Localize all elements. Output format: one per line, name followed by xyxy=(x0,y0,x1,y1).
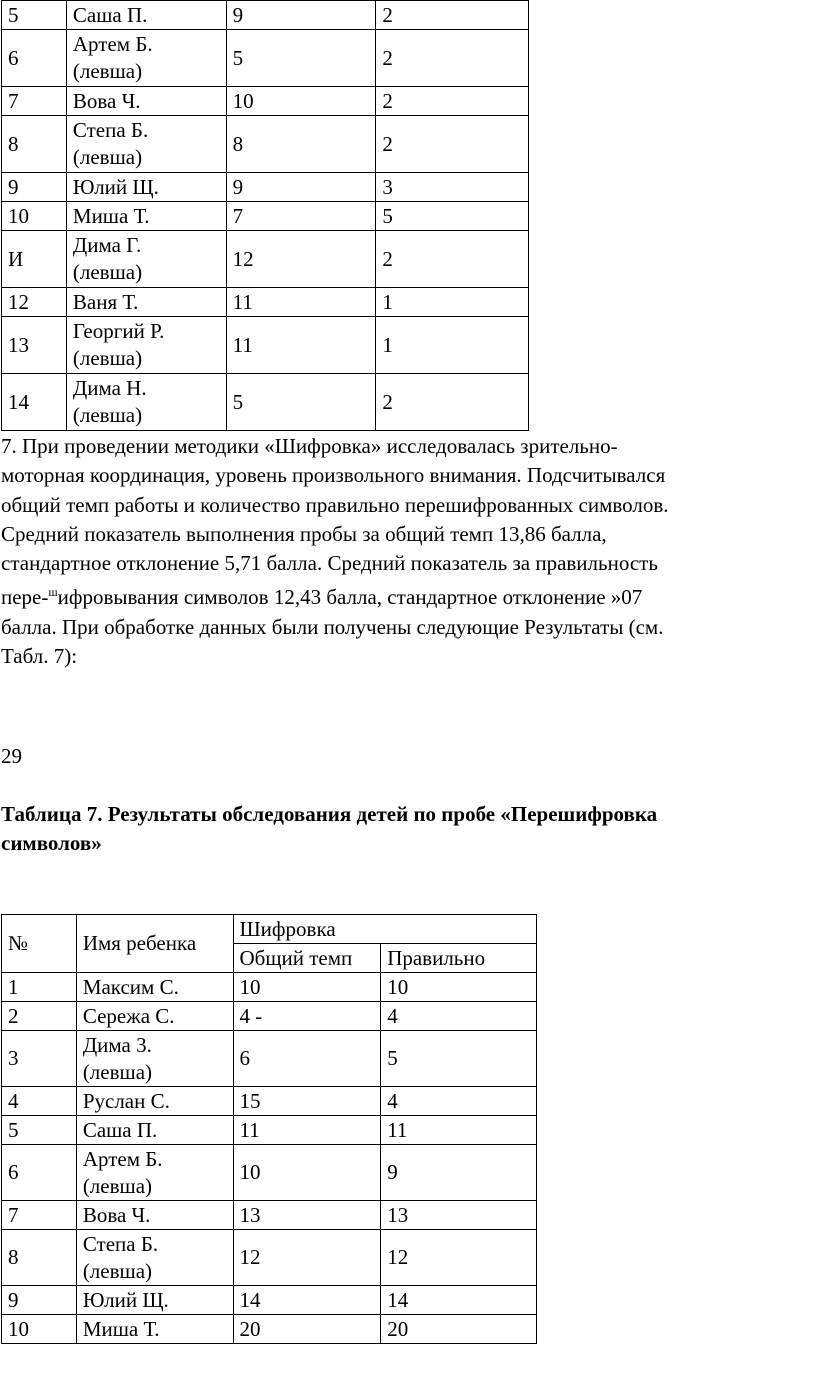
child-name-cell xyxy=(66,173,226,202)
table-row xyxy=(2,87,529,116)
child-name: Миша Т. xyxy=(72,203,150,228)
row-number-cell: 10 xyxy=(2,1315,77,1344)
caption-line: символов» xyxy=(1,831,102,855)
child-note: (левша) xyxy=(72,403,143,427)
child-name-cell xyxy=(76,1002,233,1031)
child-name-cell xyxy=(76,1230,233,1286)
score-b-cell: 2 xyxy=(376,30,529,87)
score-a-cell: 9 xyxy=(226,1,376,30)
row-number-cell: 7 xyxy=(2,87,67,116)
score-a-cell: 11 xyxy=(226,317,376,374)
row-number-cell: 3 xyxy=(2,1031,77,1087)
table-caption xyxy=(1,800,801,858)
child-note: (левша) xyxy=(72,260,143,284)
table-row xyxy=(2,202,529,231)
score-a-cell: 5 xyxy=(226,30,376,87)
paragraph-line: моторная координация, уровень произвольного внимания. Подсчитывался xyxy=(1,463,666,488)
paragraph-text: ифровывания символов 12,43 балла, стандартное отклонение »07 xyxy=(57,585,643,610)
row-number-cell: 2 xyxy=(2,1002,77,1031)
child-name-cell xyxy=(66,288,226,317)
paragraph-line: 7. При проведении методики «Шифровка» исследовалась зрительно- xyxy=(1,434,618,458)
child-name-cell xyxy=(66,1,226,30)
child-name-cell xyxy=(76,1031,233,1087)
table-row xyxy=(2,317,529,374)
score-b-cell: 5 xyxy=(376,202,529,231)
child-name-cell xyxy=(76,1201,233,1230)
score-b-cell: 11 xyxy=(381,1116,537,1145)
score-a-cell: 5 xyxy=(226,374,376,431)
row-number-cell: 6 xyxy=(2,30,67,87)
paragraph-line xyxy=(1,578,801,612)
score-a-cell: 12 xyxy=(233,1230,381,1286)
paragraph-line: Средний показатель выполнения пробы за общий темп 13,86 балла, xyxy=(1,521,607,546)
child-name-cell xyxy=(76,1145,233,1201)
row-number-cell: 6 xyxy=(2,1145,77,1201)
child-name-cell xyxy=(76,1087,233,1116)
child-name-cell xyxy=(66,317,226,374)
table-row xyxy=(2,1116,537,1145)
table-row xyxy=(2,30,529,87)
page-number: 29 xyxy=(1,744,22,768)
score-b-cell: 4 xyxy=(381,1087,537,1116)
row-number-cell: 9 xyxy=(2,173,67,202)
child-note: (левша) xyxy=(82,1258,153,1283)
child-name: Вова Ч. xyxy=(82,1202,151,1227)
row-number-cell: 8 xyxy=(2,116,67,173)
row-number-cell: 5 xyxy=(2,1116,77,1145)
child-name: Степа Б. xyxy=(72,118,149,142)
header-total-pace: Общий темп xyxy=(233,944,381,973)
child-name: Артем Б. xyxy=(72,32,153,56)
table-row xyxy=(2,1230,537,1286)
score-a-cell: 12 xyxy=(226,231,376,288)
table-row xyxy=(2,1,529,30)
child-note: (левша) xyxy=(72,346,143,370)
row-number-cell: И xyxy=(2,231,67,288)
table-row xyxy=(2,1087,537,1116)
child-name: Георгий Р. xyxy=(72,319,165,343)
table-row xyxy=(2,1002,537,1031)
score-a-cell: 4 - xyxy=(233,1002,381,1031)
child-name: Юлий Щ. xyxy=(72,174,159,199)
score-b-cell: 2 xyxy=(376,1,529,30)
header-number: № xyxy=(2,915,77,973)
paragraph-line: балла. При обработке данных были получены следующие Результаты (см. xyxy=(1,614,664,639)
score-a-cell: 11 xyxy=(233,1116,381,1145)
score-b-cell: 5 xyxy=(381,1031,537,1087)
score-a-cell: 15 xyxy=(233,1087,381,1116)
paragraph-text: пере- xyxy=(1,585,49,610)
row-number-cell: 14 xyxy=(2,374,67,431)
child-name-cell xyxy=(76,1315,233,1344)
table-row xyxy=(2,116,529,173)
table-row xyxy=(2,1315,537,1344)
table-row xyxy=(2,1201,537,1230)
paragraph-line: общий темп работы и количество правильно перешифрованных символов. xyxy=(1,492,669,517)
score-b-cell: 2 xyxy=(376,116,529,173)
score-a-cell: 10 xyxy=(226,87,376,116)
child-name-cell xyxy=(66,374,226,431)
table-row xyxy=(2,173,529,202)
child-name-cell xyxy=(66,231,226,288)
paragraph-line: Табл. 7): xyxy=(1,644,78,669)
score-a-cell: 13 xyxy=(233,1201,381,1230)
table-row xyxy=(2,973,537,1002)
child-name: Сережа С. xyxy=(82,1003,175,1028)
score-b-cell: 4 xyxy=(381,1002,537,1031)
score-b-cell: 20 xyxy=(381,1315,537,1344)
child-name-cell xyxy=(66,30,226,87)
child-note: (левша) xyxy=(82,1059,153,1084)
score-b-cell: 14 xyxy=(381,1286,537,1315)
score-a-cell: 8 xyxy=(226,116,376,173)
table-row xyxy=(2,288,529,317)
row-number-cell: 10 xyxy=(2,202,67,231)
child-note: (левша) xyxy=(82,1173,153,1198)
child-name: Вова Ч. xyxy=(72,88,141,113)
child-name: Дима Г. xyxy=(72,233,142,257)
paragraph-superscript: ш xyxy=(48,585,58,600)
score-a-cell: 7 xyxy=(226,202,376,231)
score-a-cell: 10 xyxy=(233,1145,381,1201)
score-a-cell: 9 xyxy=(226,173,376,202)
score-b-cell: 10 xyxy=(381,973,537,1002)
score-a-cell: 6 xyxy=(233,1031,381,1087)
row-number-cell: 8 xyxy=(2,1230,77,1286)
child-note: (левша) xyxy=(72,59,143,83)
header-cipher-group: Шифровка xyxy=(233,915,537,944)
table-row xyxy=(2,1286,537,1315)
child-name: Дима 3. xyxy=(82,1032,152,1057)
child-name-cell xyxy=(76,973,233,1002)
score-b-cell: 2 xyxy=(376,87,529,116)
row-number-cell: 1 xyxy=(2,973,77,1002)
child-name: Артем Б. xyxy=(82,1146,163,1171)
score-a-cell: 11 xyxy=(226,288,376,317)
child-name: Саша П. xyxy=(72,2,148,27)
table-7-cipher-results xyxy=(1,914,537,1344)
child-name: Ваня Т. xyxy=(72,289,139,314)
row-number-cell: 7 xyxy=(2,1201,77,1230)
header-correct: Правильно xyxy=(381,944,537,973)
row-number-cell: 12 xyxy=(2,288,67,317)
table-row xyxy=(2,1145,537,1201)
score-a-cell: 10 xyxy=(233,973,381,1002)
score-b-cell: 9 xyxy=(381,1145,537,1201)
child-name: Миша Т. xyxy=(82,1316,160,1341)
score-b-cell: 2 xyxy=(376,374,529,431)
child-name-cell xyxy=(76,1286,233,1315)
child-name: Руслан С. xyxy=(82,1088,170,1113)
score-a-cell: 20 xyxy=(233,1315,381,1344)
table-row xyxy=(2,374,529,431)
score-b-cell: 12 xyxy=(381,1230,537,1286)
child-note: (левша) xyxy=(72,145,143,169)
row-number-cell: 13 xyxy=(2,317,67,374)
score-b-cell: 3 xyxy=(376,173,529,202)
score-b-cell: 13 xyxy=(381,1201,537,1230)
caption-line: Таблица 7. Результаты обследования детей по пробе «Перешифровка xyxy=(1,802,658,826)
child-name-cell xyxy=(66,87,226,116)
child-name: Дима Н. xyxy=(72,376,147,400)
row-number-cell: 5 xyxy=(2,1,67,30)
table-row xyxy=(2,231,529,288)
child-name: Юлий Щ. xyxy=(82,1287,169,1312)
child-name: Саша П. xyxy=(82,1117,158,1142)
child-name-cell xyxy=(76,1116,233,1145)
header-child-name: Имя ребенка xyxy=(76,915,233,973)
score-a-cell: 14 xyxy=(233,1286,381,1315)
table-row xyxy=(2,1031,537,1087)
child-name-cell xyxy=(66,202,226,231)
paragraph-line: стандартное отклонение 5,71 балла. Средний показатель за правильность xyxy=(1,551,658,576)
score-b-cell: 2 xyxy=(376,231,529,288)
table-6-continuation xyxy=(1,0,529,431)
child-name: Максим С. xyxy=(82,974,179,999)
row-number-cell: 9 xyxy=(2,1286,77,1315)
score-b-cell: 1 xyxy=(376,288,529,317)
row-number-cell: 4 xyxy=(2,1087,77,1116)
child-name-cell xyxy=(66,116,226,173)
score-b-cell: 1 xyxy=(376,317,529,374)
methodology-paragraph xyxy=(1,432,801,671)
child-name: Степа Б. xyxy=(82,1231,159,1256)
